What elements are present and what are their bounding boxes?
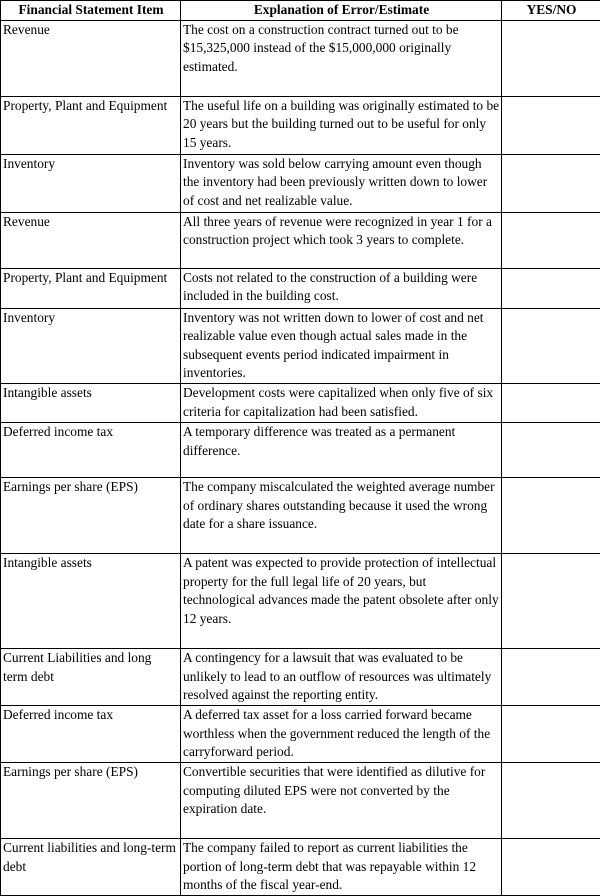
answer-cell[interactable] [502,705,600,762]
table-row [1,308,600,383]
explanation-cell: The company miscalculated the weighted average number of ordinary shares outstanding because it used the wrong date for a share issuance. [181,477,502,553]
table-row [1,553,600,648]
table-row [1,154,600,212]
item-cell: Current Liabilities and long term debt [1,648,181,705]
item-cell: Revenue [1,20,181,96]
item-cell: Inventory [1,308,181,383]
table-row [1,212,600,268]
answer-cell[interactable] [502,96,600,154]
explanation-cell: The useful life on a building was originally estimated to be 20 years but the building turned out to be useful for only 15 years. [181,96,502,154]
item-cell: Inventory [1,154,181,212]
table-row [1,422,600,477]
table-row [1,96,600,154]
answer-cell[interactable] [502,383,600,422]
explanation-cell: Inventory was not written down to lower of cost and net realizable value even though actual sales made in the subsequent events period indicated impairment in inventories. [181,308,502,383]
table-row [1,705,600,762]
explanation-cell: The company failed to report as current liabilities the portion of long-term debt that was repayable within 12 months of the fiscal year-end. [181,838,502,895]
answer-cell[interactable] [502,212,600,268]
answer-cell[interactable] [502,648,600,705]
explanation-cell: The cost on a construction contract turned out to be $15,325,000 instead of the $15,000,000 originally estimated. [181,20,502,96]
table-row [1,383,600,422]
table-row [1,20,600,96]
explanation-cell: Costs not related to the construction of a building were included in the building cost. [181,268,502,308]
explanation-cell: A patent was expected to provide protection of intellectual property for the full legal life of 20 years, but technological advances made the patent obsolete after only 12 years. [181,553,502,648]
table-row [1,838,600,895]
header-item: Financial Statement Item [1,1,181,21]
explanation-cell: Convertible securities that were identified as dilutive for computing diluted EPS were not converted by the expiration date. [181,762,502,838]
item-cell: Intangible assets [1,553,181,648]
header-row [1,1,600,21]
answer-cell[interactable] [502,553,600,648]
explanation-cell: A temporary difference was treated as a permanent difference. [181,422,502,477]
header-answer: YES/NO [502,1,600,21]
answer-cell[interactable] [502,308,600,383]
item-cell: Property, Plant and Equipment [1,268,181,308]
answer-cell[interactable] [502,154,600,212]
explanation-cell: Development costs were capitalized when only five of six criteria for capitalization had been satisfied. [181,383,502,422]
table-row [1,648,600,705]
answer-cell[interactable] [502,838,600,895]
answer-cell[interactable] [502,422,600,477]
item-cell: Earnings per share (EPS) [1,477,181,553]
item-cell: Revenue [1,212,181,268]
answer-cell[interactable] [502,762,600,838]
answer-cell[interactable] [502,268,600,308]
table-row [1,268,600,308]
item-cell: Earnings per share (EPS) [1,762,181,838]
answer-cell[interactable] [502,477,600,553]
header-explanation: Explanation of Error/Estimate [181,1,502,21]
item-cell: Current liabilities and long-term debt [1,838,181,895]
explanation-cell: Inventory was sold below carrying amount even though the inventory had been previously written down to lower of cost and net realizable value. [181,154,502,212]
table-row [1,477,600,553]
item-cell: Intangible assets [1,383,181,422]
item-cell: Deferred income tax [1,422,181,477]
item-cell: Deferred income tax [1,705,181,762]
explanation-cell: A deferred tax asset for a loss carried forward became worthless when the government reduced the length of the carryforward period. [181,705,502,762]
explanation-cell: All three years of revenue were recognized in year 1 for a construction project which took 3 years to complete. [181,212,502,268]
explanation-cell: A contingency for a lawsuit that was evaluated to be unlikely to lead to an outflow of resources was ultimately resolved against the reporting entity. [181,648,502,705]
answer-cell[interactable] [502,20,600,96]
item-cell: Property, Plant and Equipment [1,96,181,154]
table-row [1,762,600,838]
